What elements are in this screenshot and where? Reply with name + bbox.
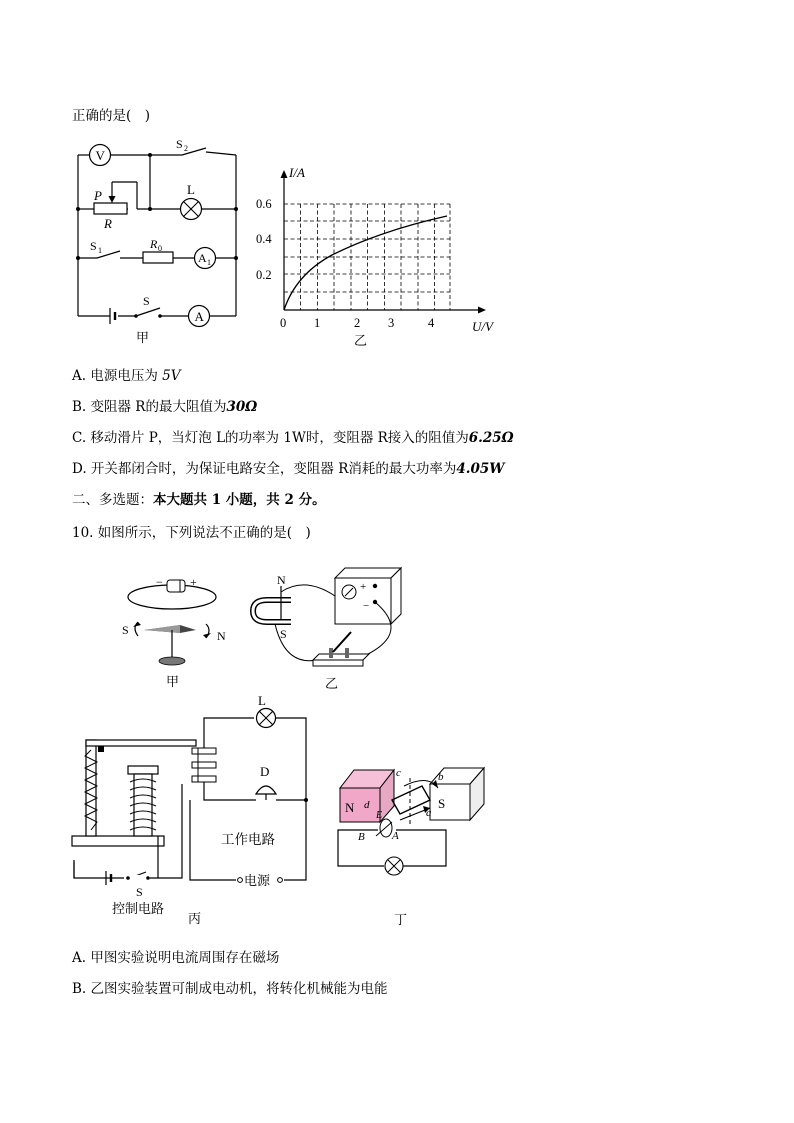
switch-s2-sub: 2 (184, 144, 188, 153)
iu-curve (284, 216, 447, 310)
y-axis-label: I/A (289, 165, 305, 180)
figure-oersted-jia (120, 570, 240, 690)
circuit-diagram-jia (70, 137, 250, 346)
figure-caption-jia-q10: 甲 (166, 675, 180, 690)
y-tick-label: 0.4 (256, 232, 272, 246)
option-a: A. 电源电压为 5V (72, 368, 181, 384)
voltmeter-label: V (95, 148, 105, 163)
svg-text:S: S (136, 885, 143, 899)
svg-text:c: c (396, 767, 401, 779)
figure-caption-bing: 丙 (188, 912, 202, 927)
figure-caption-jia: 甲 (136, 331, 150, 346)
y-tick-label: 0.2 (256, 268, 272, 282)
svg-text:S: S (280, 627, 287, 641)
figure-motor-ding (330, 760, 490, 930)
resistor-r0-label: R (150, 237, 158, 251)
option-b: B. 变阻器 R的最大阻值为30Ω (72, 399, 258, 415)
svg-text:S: S (438, 796, 446, 811)
y-tick-label: 0.6 (256, 197, 272, 211)
svg-text:+: + (190, 575, 197, 589)
x-tick-label: 0 (280, 316, 287, 330)
switch-s1-sub: 1 (98, 246, 102, 255)
x-tick-label: 3 (388, 316, 395, 330)
svg-text:B: B (358, 831, 365, 843)
svg-text:d: d (364, 799, 370, 811)
slider-p-label: P (94, 188, 102, 203)
figure-caption-yi-q10: 乙 (325, 677, 339, 692)
figure-generator-yi (245, 556, 415, 696)
switch-s2-label: S (176, 137, 183, 151)
svg-text:N: N (345, 800, 355, 815)
svg-text:a: a (426, 807, 432, 819)
x-tick-label: 2 (354, 316, 361, 330)
resistor-r0-sub: 0 (158, 244, 162, 253)
svg-text:A: A (392, 830, 399, 842)
option-b-q10: B. 乙图实验装置可制成电动机，将转化机械能为电能 (72, 981, 388, 997)
svg-text:S: S (122, 623, 129, 637)
work-circuit-label: 工作电路 (221, 832, 275, 848)
ammeter-a1-sub: 1 (207, 258, 211, 267)
iu-graph-yi (256, 160, 502, 350)
switch-s1-label: S (90, 239, 97, 253)
power-label: 电源 (244, 874, 271, 889)
svg-text:N: N (277, 573, 286, 587)
option-c: C. 移动滑片 P，当灯泡 L的功率为 1W时，变阻器 R接入的阻值为6.25Ω (72, 430, 514, 446)
svg-text:−: − (363, 600, 370, 612)
question-10-stem: 10. 如图所示，下列说法不正确的是( ) (72, 525, 311, 541)
figure-caption-ding: 丁 (394, 913, 408, 928)
question-stem-tail: 正确的是( ) (72, 108, 151, 124)
figure-caption-yi: 乙 (354, 334, 368, 349)
control-circuit-label: 控制电路 (112, 902, 165, 917)
x-tick-label: 4 (428, 316, 435, 330)
option-d: D. 开关都闭合时，为保证电路安全，变阻器 R消耗的最大功率为4.05W (72, 461, 505, 477)
rheostat-r-label: R (104, 216, 112, 231)
svg-text:E: E (376, 810, 383, 821)
ammeter-label: A (194, 309, 204, 324)
svg-text:L: L (258, 693, 266, 708)
svg-text:D: D (260, 764, 270, 779)
figure-relay-bing (68, 690, 328, 930)
svg-text:−: − (156, 575, 163, 589)
option-a-q10: A. 甲图实验说明电流周围存在磁场 (72, 950, 280, 966)
lamp-label: L (187, 182, 195, 197)
x-axis-label: U/V (472, 319, 493, 334)
svg-text:b: b (438, 771, 444, 783)
ammeter-a1-label: A (198, 251, 207, 265)
svg-text:N: N (217, 629, 226, 643)
svg-text:+: + (360, 581, 367, 593)
x-tick-label: 1 (314, 316, 321, 330)
section-heading: 二、多选题：本大题共 1 小题，共 2 分。 (72, 492, 326, 508)
switch-s-label: S (143, 294, 150, 308)
